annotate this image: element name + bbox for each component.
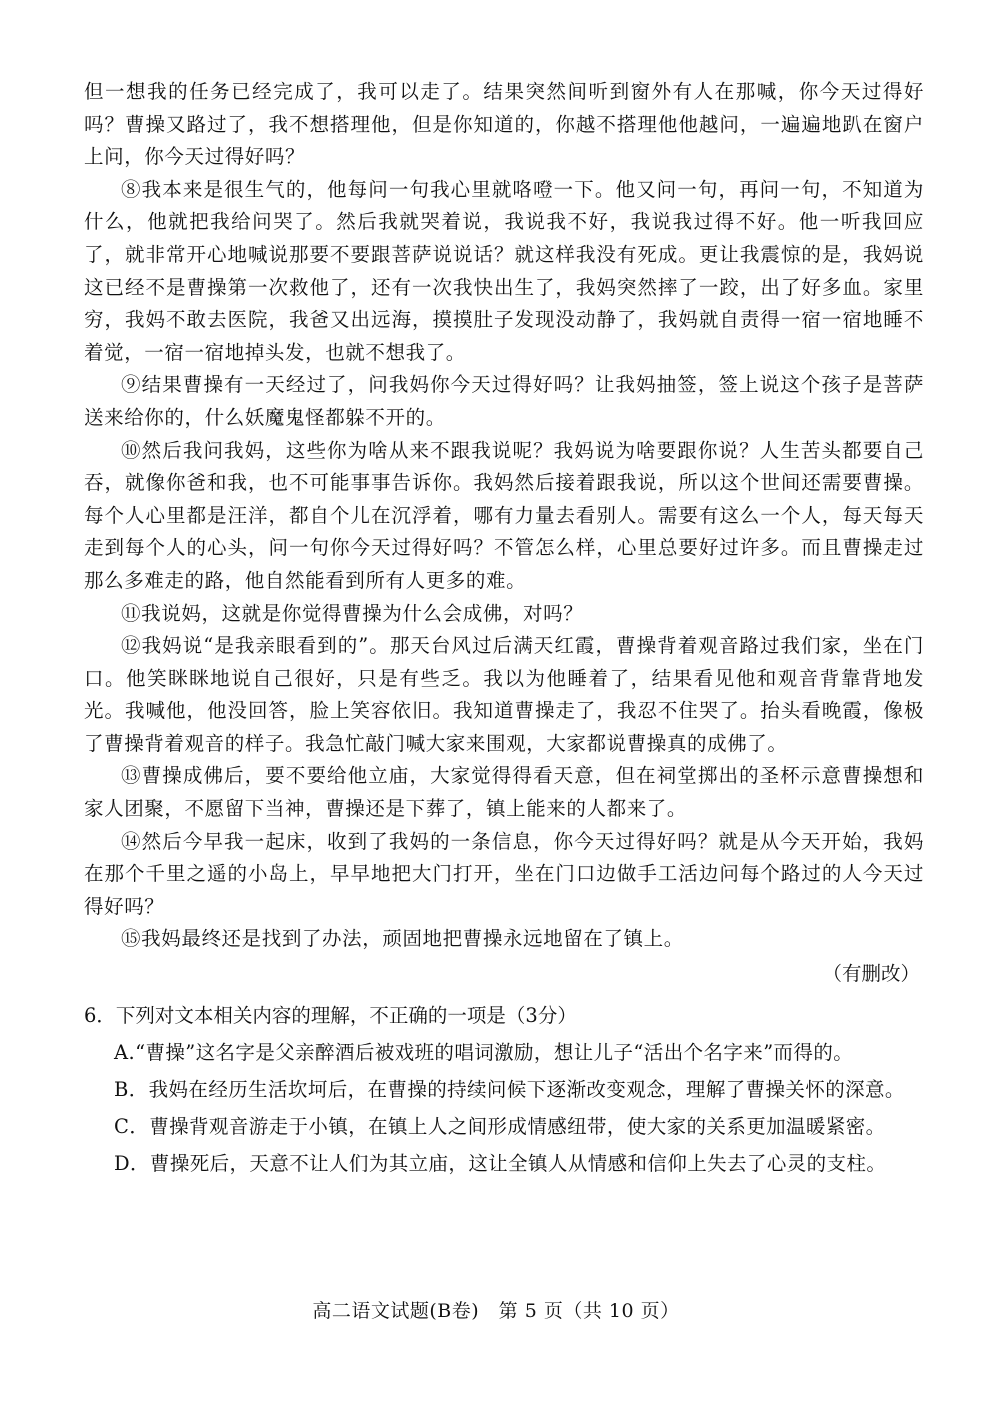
passage-paragraph: ⑬曹操成佛后，要不要给他立庙，大家觉得得看天意，但在祠堂掷出的圣杯示意曹操想和家人团聚，不愿留下当神，曹操还是下葬了，镇上能来的人都来了。 [84, 764, 924, 821]
passage-paragraph: ⑧我本来是很生气的，他每问一句我心里就咯噔一下。他又问一句，再问一句，不知道为什么，他就把我给问哭了。然后我就哭着说，我说我不好，我说我过得不好。他一听我回应了，就非常开心地喊说那要不要跟菩萨说说话？就这样我没有死成。更让我震惊的是，我妈说这已经不是曹操第一次救他了，还有一次我快出生了，我妈突然摔了一跤，出了好多血。家里穷，我妈不敢去医院，我爸又出远海，摸摸肚子发现没动静了，我妈就自责得一宿一宿地睡不着觉，一宿一宿地掉头发，也就不想我了。 [84, 177, 924, 364]
question-stem: 6．下列对文本相关内容的理解，不正确的一项是（3分） [84, 1003, 577, 1027]
reading-passage [84, 76, 924, 991]
passage-paragraph: ⑨结果曹操有一天经过了，问我妈你今天过得好吗？让我妈抽签，签上说这个孩子是菩萨送来给你的，什么妖魔鬼怪都躲不开的。 [84, 373, 924, 429]
passage-paragraph: ⑪我说妈，这就是你觉得曹操为什么会成佛，对吗？ [121, 601, 584, 625]
option-b: B．我妈在经历生活坎坷后，在曹操的持续问候下逐渐改变观念，理解了曹操关怀的深意。 [114, 1077, 905, 1101]
option-a: A.“曹操”这名字是父亲醉酒后被戏班的唱词激励，想让儿子“活出个名字来”而得的。 [114, 1040, 854, 1064]
passage-paragraph: 但一想我的任务已经完成了，我可以走了。结果突然间听到窗外有人在那喊，你今天过得好吗？曹操又路过了，我不想搭理他，但是你知道的，你越不搭理他他越问，一遍遍地趴在窗户上问，你今天过得好吗？ [84, 80, 924, 169]
passage-paragraph: ⑩然后我问我妈，这些你为啥从来不跟我说呢？我妈说为啥要跟你说？人生苦头都要自己吞，就像你爸和我，也不可能事事告诉你。我妈然后接着跟我说，所以这个世间还需要曹操。每个人心里都是汪洋，都自个儿在沉浮着，哪有力量去看别人。需要有这么一个人，每天每天走到每个人的心头，问一句你今天过得好吗？不管怎么样，心里总要好过许多。而且曹操走过那么多难走的路，他自然能看到所有人更多的难。 [84, 438, 924, 592]
passage-paragraph: ⑮我妈最终还是找到了办法，顽固地把曹操永远地留在了镇上。 [121, 927, 684, 951]
source-note: （有删改） [822, 962, 920, 986]
exam-page [84, 76, 924, 1182]
question-6 [84, 997, 924, 1182]
page-footer: 高二语文试题(B卷) 第 5 页（共 10 页） [312, 1300, 680, 1322]
option-d: D．曹操死后，天意不让人们为其立庙，这让全镇人从情感和信仰上失去了心灵的支柱。 [114, 1151, 887, 1175]
passage-paragraph: ⑭然后今早我一起床，收到了我妈的一条信息，你今天过得好吗？就是从今天开始，我妈在那个千里之遥的小岛上，早早地把大门打开，坐在门口边做手工活边问每个路过的人今天过得好吗？ [84, 829, 924, 918]
passage-paragraph: ⑫我妈说“是我亲眼看到的”。那天台风过后满天红霞，曹操背着观音路过我们家，坐在门口。他笑眯眯地说自己很好，只是有些乏。我以为他睡着了，结果看见他和观音背靠背地发光。我喊他，他没回答，脸上笑容依旧。我知道曹操走了，我忍不住哭了。抬头看晚霞，像极了曹操背着观音的样子。我急忙敲门喊大家来围观，大家都说曹操真的成佛了。 [84, 634, 924, 755]
option-c: C．曹操背观音游走于小镇，在镇上人之间形成情感纽带，使大家的关系更加温暖紧密。 [114, 1114, 886, 1138]
